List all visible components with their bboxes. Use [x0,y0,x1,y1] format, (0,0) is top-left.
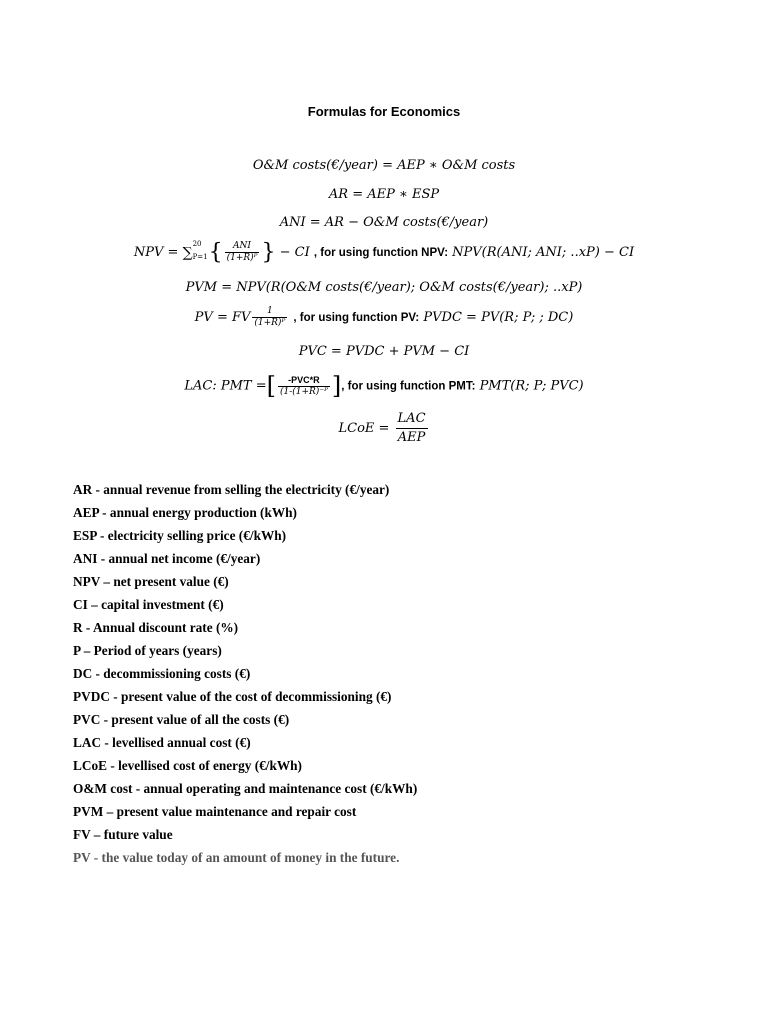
definition-item: PVDC - present value of the cost of decommissioning (€) [73,689,392,704]
summation-symbol: ∑ 20 P=1 [182,239,208,261]
page-title: Formulas for Economics [307,104,461,119]
lac-note: , for using function PMT: [341,380,476,393]
definition-item: AR - annual revenue from selling the electricity (€/year) [73,482,390,497]
formula-lcoe [0,410,768,447]
definition-item: O&M cost - annual operating and maintenance cost (€/kWh) [73,781,418,796]
npv-numerator: ANI [225,241,260,253]
pv-function: PVDC = PV(R; P; ; DC) [423,310,574,325]
formula-lac: LAC: PMT =[ $\frac{\text{-PVC*R}}{\text{(1-(1+R)⁻ᴾ}}$ ], for using function PMT: PMT(R; P; PVC) [184,372,584,400]
definition-item: PV - the value today of an amount of money in the future. [73,850,400,865]
lac-fraction [278,375,330,398]
formula-pvc: PVC = PVDC + PVM − CI [298,344,470,359]
lcoe-lhs: LCoE = [338,421,390,436]
npv-lhs: NPV = [133,245,179,260]
lac-numerator: -PVC*R [278,375,330,387]
pv-fraction [252,306,287,329]
definition-item: PVM – present value maintenance and repair cost [73,804,357,819]
pv-denominator: (1+R)ᴾ [254,318,286,328]
npv-fraction [225,241,260,264]
definition-item: R - Annual discount rate (%) [73,620,239,635]
definition-item: NPV – net present value (€) [73,574,229,589]
definition-item: ESP - electricity selling price (€/kWh) [73,528,287,543]
definition-item: LCoE - levellised cost of energy (€/kWh) [73,758,302,773]
definition-item: P – Period of years (years) [73,643,222,658]
definition-item: CI – capital investment (€) [73,597,224,612]
sum-upper-limit: 20 [192,239,202,248]
sum-lower-limit: P=1 [192,252,208,261]
definition-item: PVC - present value of all the costs (€) [73,712,290,727]
definition-item: FV – future value [73,827,173,842]
definitions-list [73,480,417,871]
lcoe-fraction [396,410,428,447]
formula-pvm: PVM = NPV(R(O&M costs(€/year); O&M costs(€/year); ..xP) [185,280,583,295]
definition-item: ANI - annual net income (€/year) [73,551,261,566]
definition-item: AEP - annual energy production (kWh) [73,505,297,520]
npv-denominator: (1+R)ᴾ [226,253,258,263]
formula-ar: AR = AEP ∗ ESP [328,187,440,202]
lac-lhs: LAC: PMT = [184,378,267,394]
formula-pv [0,306,768,329]
npv-function: NPV(R(ANI; ANI; ..xP) − CI [452,245,635,260]
pv-note: , for using function PV: [293,312,420,324]
lac-denominator: (1-(1+R)⁻ᴾ [279,386,328,397]
definition-item: DC - decommissioning costs (€) [73,666,251,681]
lac-function: PMT(R; P; PVC) [479,378,584,394]
formula-ani: ANI = AR − O&M costs(€/year) [279,215,489,230]
formula-npv: NPV = ∑ 20 P=1 { $\frac{\text{ANI}}{\text{(1+R)ᴾ}}$ } − CI , for using function NPV: NPV(R(ANI; ANI; ..xP) − CI [133,239,635,265]
lcoe-denominator: AEP [397,430,426,445]
formula-om-costs: O&M costs(€/year) = AEP ∗ O&M costs [252,158,516,173]
lcoe-numerator: LAC [396,410,428,429]
npv-tail: − CI [279,245,310,260]
npv-note: , for using function NPV: [313,247,449,259]
pv-numerator: 1 [252,306,287,318]
definition-item: LAC - levellised annual cost (€) [73,735,251,750]
pv-lhs: PV = FV [194,310,251,325]
